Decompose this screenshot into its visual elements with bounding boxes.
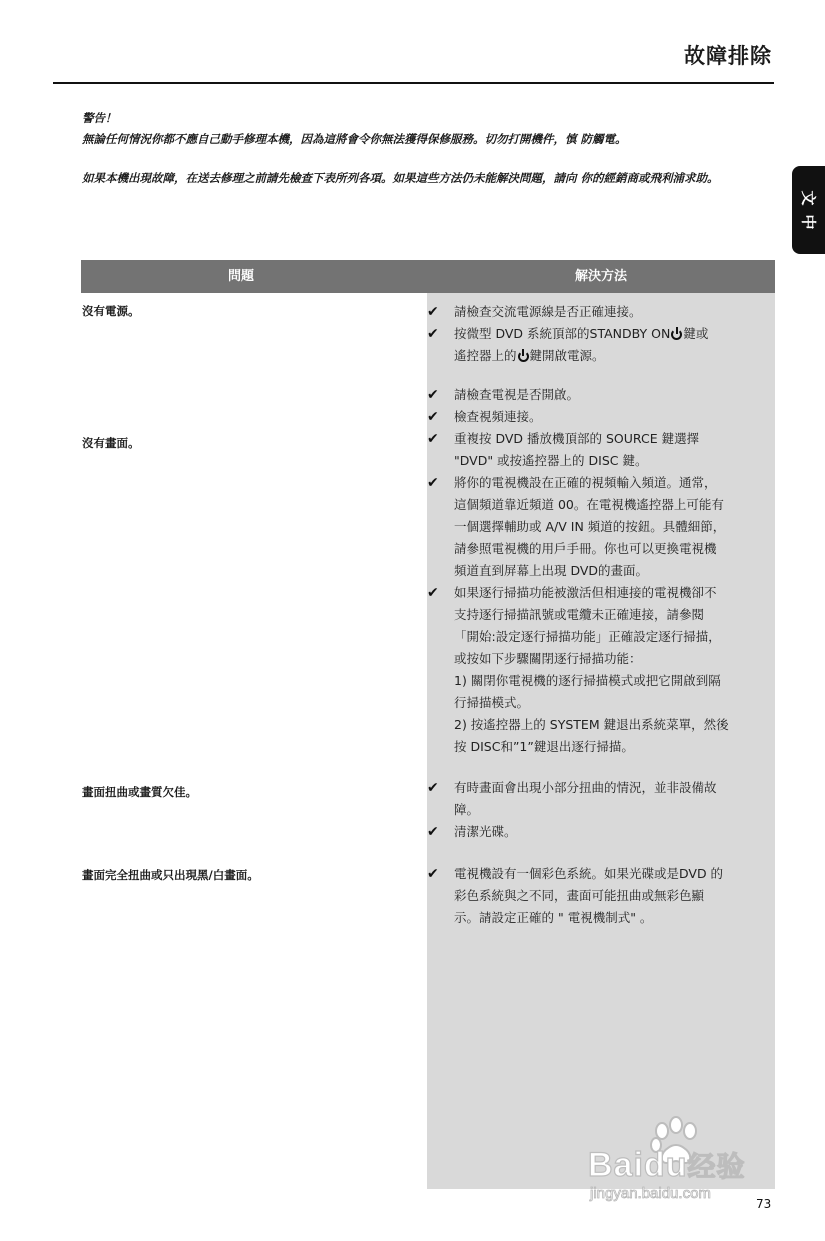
watermark-brand-part1: Bai [588, 1146, 644, 1184]
solution-line: 檢查視頻連接。 [454, 409, 542, 424]
power-icon [671, 329, 682, 340]
page-title: 故障排除 [684, 44, 772, 68]
check-icon: ✔ [427, 304, 439, 320]
solution-line: 示。請設定正確的 " 電視機制式" 。 [454, 910, 653, 925]
watermark-product: 经验 [687, 1151, 746, 1182]
watermark-url: jingyan.baidu.com [590, 1185, 711, 1202]
solution-line: 請參照電視機的用戶手冊。你也可以更換電視機 [454, 541, 717, 556]
table-header [81, 260, 775, 293]
intro-paragraph: 如果本機出現故障，在送去修理之前請先檢查下表所列各項。如果這些方法仍未能解決問題，請向 你的經銷商或飛利浦求助。 [82, 171, 719, 185]
solution-line: 重複按 DVD 播放機頂部的 SOURCE 鍵選擇 [454, 431, 700, 446]
solution-line: 請檢查交流電源線是否正確連接。 [454, 304, 642, 319]
watermark-brand [588, 1145, 745, 1185]
power-icon [518, 351, 529, 362]
problem-distorted-picture: 畫面扭曲或畫質欠佳。 [82, 785, 197, 799]
solution-item [427, 428, 775, 472]
solution-item [427, 821, 775, 843]
solution-item [427, 472, 775, 582]
solution-line: 彩色系統與之不同，畫面可能扭曲或無彩色顯 [454, 888, 705, 903]
solution-line: 如果逐行掃描功能被激活但相連接的電視機卻不 [454, 585, 717, 600]
watermark-brand-part2: du [643, 1146, 688, 1184]
check-icon: ✔ [427, 585, 439, 601]
header-rule [53, 82, 774, 84]
check-icon: ✔ [427, 475, 439, 491]
baidu-watermark [586, 1115, 776, 1205]
solution-line: 鍵開啟電源。 [529, 348, 605, 363]
solution-item [427, 777, 775, 821]
solution-item [427, 582, 775, 758]
solution-line: 頻道直到屏幕上出現 DVD的畫面。 [454, 563, 649, 578]
solution-line: 將你的電視機設在正確的視頻輸入頻道。通常， [454, 475, 717, 490]
solution-item [427, 863, 775, 929]
check-icon: ✔ [427, 824, 439, 840]
column-header-solution: 解決方法 [574, 269, 627, 284]
solution-item [427, 323, 775, 367]
solution-line: 或按如下步驟關閉逐行掃描功能： [454, 651, 642, 666]
solution-item [427, 384, 775, 406]
solution-item [427, 406, 775, 428]
problem-no-picture: 沒有畫面。 [82, 436, 140, 450]
solution-line: 這個頻道靠近頻道 00。在電視機遙控器上可能有 [454, 497, 724, 512]
solution-line: 一個選擇輔助或 A/V IN 頻道的按鈕。具體細節， [454, 519, 726, 534]
solution-line: 支持逐行掃描訊號或電纜未正確連接，請參閱 [454, 607, 705, 622]
solution-line: 電視機設有一個彩色系統。如果光碟或是DVD 的 [454, 866, 724, 881]
solution-line: 1) 關閉你電視機的逐行掃描模式或把它開啟到隔 [454, 673, 721, 688]
check-icon: ✔ [427, 387, 439, 403]
check-icon: ✔ [427, 780, 439, 796]
page-number: 73 [756, 1197, 772, 1211]
check-icon: ✔ [427, 409, 439, 425]
solution-line: 按 DISC和”1”鍵退出逐行掃描。 [454, 739, 634, 754]
solution-line: 遙控器上的 [454, 348, 517, 363]
problem-no-power: 沒有電源。 [82, 304, 140, 318]
solution-line: 「開始:設定逐行掃描功能」正確設定逐行掃描， [454, 629, 721, 644]
solution-line: "DVD" 或按遙控器上的 DISC 鍵。 [454, 453, 648, 468]
solutions-distorted-picture [427, 777, 775, 843]
column-header-problem: 問題 [227, 269, 254, 284]
solution-item [427, 301, 775, 323]
problem-black-white-picture: 畫面完全扭曲或只出現黑/白畫面。 [82, 868, 259, 882]
solutions-no-picture [427, 384, 775, 758]
check-icon: ✔ [427, 866, 439, 882]
warning-block [82, 108, 782, 150]
warning-text: 無論任何情況你都不應自己動手修理本機，因為這將會令你無法獲得保修服務。切勿打開機件，慎 防觸電。 [82, 132, 627, 146]
language-tab-char-2: 中 [799, 214, 818, 230]
language-tab [792, 166, 825, 254]
solution-line: 鍵或 [683, 326, 709, 341]
solution-line: 有時畫面會出現小部分扭曲的情況，並非設備故 [454, 780, 717, 795]
solution-line: 清潔光碟。 [454, 824, 517, 839]
solution-line: 障。 [454, 802, 480, 817]
check-icon: ✔ [427, 431, 439, 447]
language-tab-char-1: 文 [799, 190, 818, 206]
check-icon: ✔ [427, 326, 439, 342]
solution-line: 請檢查電視是否開啟。 [454, 387, 580, 402]
solutions-no-power [427, 301, 775, 367]
warning-heading: 警告！ [82, 111, 117, 125]
solution-line: 按微型 DVD 系統頂部的STANDBY ON [454, 326, 671, 341]
solution-line: 行掃描模式。 [454, 695, 530, 710]
solution-line: 2) 按遙控器上的 SYSTEM 鍵退出系統菜單，然後 [454, 717, 729, 732]
solutions-black-white-picture [427, 863, 775, 929]
